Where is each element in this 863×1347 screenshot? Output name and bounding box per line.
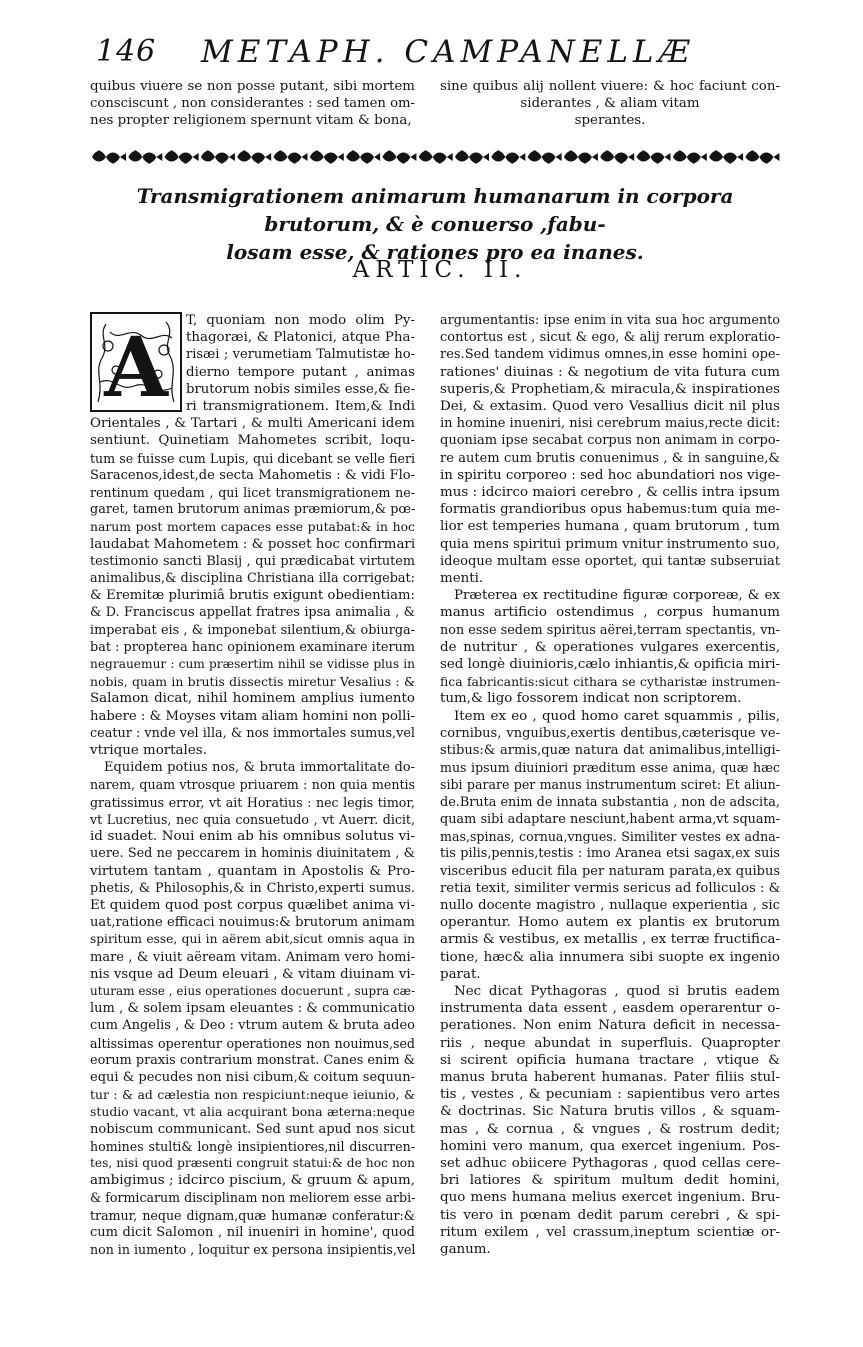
text-line: parat. [440, 966, 481, 982]
text-line: & doctrinas. Sic Natura brutis villos , & squam- [440, 1104, 780, 1120]
text-line: tum,& ligo fossorem indicat non scriptorem. [440, 691, 742, 707]
text-line: mus : idcirco maiori cerebro , & cellis intra ipsum [440, 485, 780, 501]
text-line: gratissimus error, vt ait Horatius : nec legis timor, [90, 794, 415, 810]
text-line: instrumenta data essent , easdem operarentur o- [440, 1001, 780, 1017]
article-label: ARTIC. II. [352, 257, 528, 283]
text-line: vtrique mortales. [90, 743, 207, 759]
text-line: imperabat eis , & imponebat silentium,& obiurga- [90, 622, 415, 638]
text-line: bat : propterea hanc opinionem examinare iterum [90, 639, 415, 655]
text-line: res.Sed tandem vidimus omnes,in esse homini ope- [440, 347, 780, 363]
text-line: narum post mortem capaces esse putabat:& in hoc [90, 519, 415, 535]
text-line: armis & vestibus, ex metallis , ex terræ fructifica- [440, 932, 780, 948]
text-line: Salamon dicat, nihil hominem amplius iumento [90, 691, 415, 707]
left-column-text [90, 312, 415, 1258]
text-line: retia texit, similiter vermis sericus ad folliculos : & [440, 880, 781, 896]
paragraph [440, 312, 780, 587]
text-line: Dei, & extasim. Quod vero Vesallius dicit nil plus [440, 399, 780, 415]
page-header [96, 34, 786, 74]
text-line: siderantes , & aliam vitam [520, 96, 700, 112]
paragraph [90, 759, 415, 1258]
ornament-unit [92, 150, 126, 163]
ornament-unit [491, 150, 525, 163]
text-line: manus bruta haberent humanas. Pater filiis stul- [440, 1069, 780, 1085]
text-line: formatis grandioribus opus habemus:tum quia me- [440, 502, 780, 518]
text-line: Saracenos,idest,de secta Mahometis : & vidi Flo- [90, 467, 415, 483]
text-line: tis , vestes , & pecuniam : sapientibus vero artes [440, 1087, 780, 1103]
text-line: nis vsque ad Deum eleuari , & vitam diuinam vi- [90, 966, 415, 982]
text-line: re autem cum brutis conuenimus , & in sanguine,& [440, 450, 780, 466]
text-line: Equidem potius nos, & bruta immortalitate do- [104, 760, 415, 776]
ornament-unit [637, 150, 671, 163]
text-line: tramur, neque dignam,quæ humanæ conferatur:& [90, 1207, 415, 1223]
text-line: bri latiores & spiritum multum dedit homini, [440, 1173, 780, 1189]
text-line: ceatur : vnde vel illa, & nos immortales sumus,vel [90, 725, 415, 741]
text-line: lum , & solem ipsam eleuantes : & communicatio [90, 1001, 415, 1017]
text-line: cum Angelis , & Deo : vtrum autem & bruta adeo [90, 1018, 415, 1034]
ornament-unit [419, 150, 453, 163]
text-line: laudabat Mahometem : & posset hoc confirmari [90, 536, 416, 552]
page-number: 146 [96, 34, 157, 69]
text-line: ritum exilem , vel crassum,ineptum scientiæ or- [440, 1224, 780, 1240]
text-line: narem, quam vtrosque priuarem : non quia mentis [90, 777, 415, 793]
text-line: rationes' diuinas : & negotium de vita futura cum [440, 364, 780, 380]
text-line: virtutem tantam , quantam in Apostolis & Pro- [90, 863, 415, 879]
ornament-unit [237, 150, 271, 163]
text-line: habere : & Moyses vitam aliam homini non polli- [90, 708, 415, 724]
article-heading [90, 182, 780, 266]
text-line: riis , neque abundat in superfluis. Quapropter [440, 1035, 780, 1051]
text-line: argumentantis: ipse enim in vita sua hoc argumento [440, 313, 780, 328]
text-line: Et quidem quod post corpus quælibet anima vi- [90, 897, 415, 913]
text-line: mas,spinas, cornua,vngues. Similiter vestes ex adna- [440, 829, 780, 845]
dropcap-letter: A [104, 320, 168, 412]
ornament-unit [382, 150, 416, 163]
text-line: visceribus educit fila per naturam parata,ex quibus [440, 863, 780, 879]
text-line: ganum. [440, 1241, 491, 1257]
ornament-unit [709, 150, 743, 163]
text-line: non esse sedem spiritus aërei,terram spectantis, vn- [440, 622, 780, 638]
text-line: vt Lucretius, nec quia consuetudo , vt Auerr. dicit, [90, 811, 415, 827]
text-line: equi & pecudes non nisi cibum,& coitum sequun- [90, 1069, 415, 1085]
text-line: ideoque multam esse oportet, qui tantæ subseruiat [440, 553, 780, 569]
text-line: homines stulti& longè insipientiores,nil discurren- [90, 1138, 415, 1154]
text-line: mare , & viuit aëream vitam. Animam vero homi- [90, 949, 415, 965]
text-line: & Eremitæ plurimiâ brutis exigunt obedientiam: [90, 588, 415, 604]
text-line: quibus viuere se non posse putant, sibi mortem [90, 79, 415, 94]
text-line: in homine inueniri, nisi cerebrum maius,recte dicit: [440, 416, 781, 432]
text-line: tum se fuisse cum Lupis, qui dicebant se velle fieri [90, 450, 415, 466]
text-line: uturam esse , eius operationes docuerunt , supra cæ- [90, 983, 415, 998]
ornament-unit [600, 150, 634, 163]
text-line: nobis, quam in brutis dissectis miretur Vesalius : & [90, 674, 415, 690]
text-line: sine quibus alij nollent viuere: & hoc faciunt con- [440, 79, 780, 94]
text-line: Item ex eo , quod homo caret squammis , pilis, [454, 708, 780, 724]
running-title: METAPH. CAMPANELLÆ [201, 34, 695, 70]
text-line: risæi ; verumetiam Talmutistæ ho- [186, 347, 415, 363]
text-line: uat,ratione efficaci nouimus:& brutorum animam [90, 915, 415, 931]
text-line: de.Bruta enim de innata substantia , non de adscita, [440, 794, 780, 810]
ornament-unit [564, 150, 598, 163]
previous-article-right-column [440, 78, 780, 130]
paragraph [440, 708, 780, 983]
text-line: sperantes. [574, 113, 646, 129]
text-line: lior est temperies humana , quam brutorum , tum [440, 519, 780, 535]
text-line: phetis, & Philosophis,& in Christo,experti sumus. [90, 880, 415, 896]
text-line: negrauemur : cum præsertim nihil se vidisse plus in [90, 657, 415, 672]
text-line: rentinum quedam , qui licet transmigrationem ne- [90, 485, 415, 501]
text-line: brutorum nobis similes esse,& fie- [186, 381, 416, 397]
ornament-unit [128, 150, 162, 163]
ornament-unit [528, 150, 562, 163]
text-line: operantur. Homo autem ex plantis ex brutorum [440, 915, 780, 931]
ornament-unit [346, 150, 380, 163]
decorative-border-ornament [90, 146, 780, 168]
text-line: cornibus, vnguibus,exertis dentibus,cæterisque ve- [440, 725, 780, 741]
text-line: sibi parare per manus instrumentum sciret: Et aliun- [440, 777, 780, 793]
right-column-text [440, 312, 780, 1258]
text-line: testimonio sancti Blasij , qui prædicabat virtutem [90, 553, 415, 569]
heading-line: losam esse, & rationes pro ea inanes. [226, 240, 644, 264]
ornament-unit [274, 150, 308, 163]
text-line: manus artificio ostendimus , corpus humanum [440, 605, 780, 621]
text-line: Orientales , & Tartari , & multi Americani idem [90, 416, 415, 432]
text-line: de nutritur , & operationes vulgares exercentis, [440, 639, 780, 655]
heading-line: Transmigrationem animarum humanarum in corpora brutorum, & è conuerso ,fabu- [136, 184, 734, 236]
text-line: id suadet. Noui enim ab his omnibus solutus vi- [90, 829, 415, 845]
text-line: tis pilis,pennis,testis : imo Aranea etsi sagax,ex suis [440, 846, 780, 862]
text-line: si scirent opificia humana tractare , vtique & [440, 1052, 780, 1068]
text-line: quoniam ipse secabat corpus non animam in corpo- [440, 433, 780, 449]
text-line: nullo docente magistro , nullaque experientia , sic [440, 897, 780, 913]
text-line: thagoræi, & Platonici, atque Pha- [186, 330, 415, 346]
ornament-unit [165, 150, 199, 163]
text-line: superis,& Prophetiam,& miracula,& inspirationes [440, 381, 780, 397]
text-line: set adhuc obiicere Pythagoras , quod cellas cere- [440, 1155, 780, 1171]
text-line: stibus:& armis,quæ natura dat animalibus,intelligi- [440, 743, 780, 759]
text-line: Præterea ex rectitudine figuræ corporeæ, & ex [454, 588, 780, 604]
text-line: consciscunt , non considerantes : sed tamen om- [90, 96, 415, 112]
text-line: nes propter religionem spernunt vitam & bona, [90, 113, 412, 129]
ornament-unit [455, 150, 489, 163]
paragraph [440, 587, 780, 707]
text-line: mus ipsum diuiniori præditum esse anima, quæ hæc [440, 760, 780, 776]
text-line: quia mens spiritui primum vnitur instrumento suo, [440, 536, 780, 552]
text-line: fica fabricantis:sicut cithara se cytharistæ instrumen- [440, 674, 780, 690]
text-line: homini vero manum, qua exercet ingenium. Pos- [440, 1138, 780, 1154]
paragraph [90, 312, 415, 759]
text-line: uere. Sed ne peccarem in hominis diuinitatem , & [90, 846, 415, 862]
text-line: contortus est , sicut & ego, & alij rerum exploratio- [440, 330, 780, 346]
text-line: ambigimus ; idcirco piscium, & gruum & apum, [90, 1173, 415, 1189]
text-line: tes, nisi quod præsenti congruit statui:& de hoc non [90, 1155, 415, 1170]
text-line: ri transmigrationem. Item,& Indi [186, 399, 415, 415]
text-line: studio vacant, vt alia acquirant bona æterna:neque [90, 1104, 415, 1120]
text-line: altissimas operentur operationes non nouimus,sed [90, 1035, 415, 1051]
text-line: menti. [440, 571, 484, 587]
text-line: non in iumento , loquitur ex persona insipientis,vel [90, 1241, 416, 1257]
text-line: & D. Franciscus appellat fratres ipsa animalia , & [90, 605, 415, 621]
text-line: T, quoniam non modo olim Py- [186, 313, 415, 328]
text-line: sed longè diuinioris,cælo inhiantis,& opificia miri- [440, 657, 781, 673]
text-line: sentiunt. Quinetiam Mahometes scribit, loqu- [90, 433, 415, 449]
text-line: & formicarum disciplinam non meliorem esse arbi- [90, 1190, 416, 1206]
text-line: spiritum esse, qui in aërem abit,sicut omnis aqua in [90, 932, 415, 947]
text-line: tur : & ad cælestia non respiciunt:neque ieiunio, & [90, 1087, 415, 1103]
text-line: garet, tamen brutorum animas præmiorum,& pœ- [90, 502, 416, 518]
paragraph [440, 983, 780, 1258]
previous-article-left-column [90, 78, 415, 130]
text-line: tis vero in pœnam dedit parum cerebri , & spi- [440, 1207, 780, 1223]
text-line: in spiritu corporeo : sed hoc abundatiori nos vige- [440, 467, 780, 483]
ornament-unit [673, 150, 707, 163]
text-line: perationes. Non enim Natura deficit in necessa- [440, 1018, 780, 1034]
text-line: animalibus,& disciplina Christiana illa corrigebat: [90, 571, 415, 587]
text-line: tione, hæc& alia innumera sibi suopte ex ingenio [440, 949, 780, 965]
text-line: eorum praxis contrarium monstrat. Canes enim & [90, 1052, 415, 1068]
text-line: nobiscum communicant. Sed sunt apud nos sicut [90, 1121, 415, 1137]
text-line: cum dicit Salomon , nil inueniri in homine', quod [90, 1224, 415, 1240]
ornament-unit [745, 150, 779, 163]
text-line: quam sibi adaptare nesciunt,habent arma,vt squam- [440, 811, 780, 827]
ornament-unit [201, 150, 235, 163]
ornament-unit [310, 150, 344, 163]
text-line: quo mens humana melius exercet ingenium. Bru- [440, 1190, 780, 1206]
text-line: Nec dicat Pythagoras , quod si brutis eadem [454, 983, 780, 999]
text-line: dierno tempore putant , animas [186, 364, 415, 380]
text-line: mas , & cornua , & vngues , & rostrum dedit; [440, 1121, 780, 1137]
